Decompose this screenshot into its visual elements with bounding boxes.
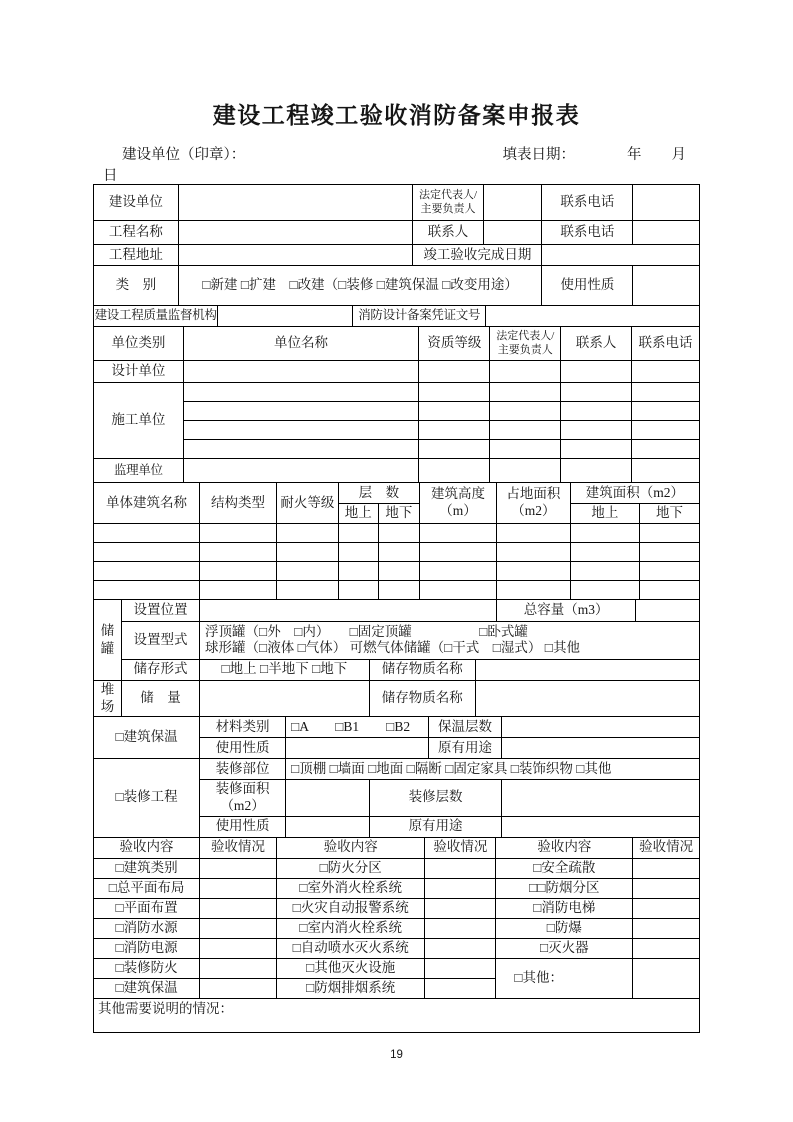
- building-name-header: 单体建筑名称: [94, 483, 200, 524]
- floor-area-header: 建筑面积（m2）: [570, 483, 699, 504]
- unit-table-cell[interactable]: [183, 402, 419, 421]
- tank-form-label: 设置型式: [121, 621, 199, 659]
- yard-substance-value[interactable]: [475, 680, 699, 716]
- building-table-cell[interactable]: [570, 580, 639, 599]
- acceptance-item-checkbox[interactable]: □消防电源: [94, 938, 200, 958]
- acceptance-item-checkbox[interactable]: □安全疏散: [496, 858, 633, 878]
- decoration-part-checkboxes[interactable]: □顶棚 □墙面 □地面 □隔断 □固定家具 □装饰织物 □其他: [286, 758, 700, 779]
- project-name-value[interactable]: [178, 221, 413, 245]
- unit-table-cell[interactable]: [419, 383, 490, 402]
- acceptance-item-checkbox[interactable]: □室内消火栓系统: [277, 918, 425, 938]
- usage-nature-value[interactable]: [633, 266, 700, 306]
- unit-type-header: 单位类别: [94, 327, 184, 361]
- project-name-label: 工程名称: [94, 221, 179, 245]
- acceptance-status-cell[interactable]: [425, 858, 496, 878]
- unit-table-cell[interactable]: [632, 421, 700, 440]
- acceptance-status-cell[interactable]: [633, 918, 700, 938]
- decoration-group-checkbox[interactable]: □装修工程: [94, 758, 200, 837]
- completion-date-value[interactable]: [542, 245, 700, 266]
- building-table-cell[interactable]: [378, 580, 419, 599]
- building-table-cell[interactable]: [419, 580, 496, 599]
- fill-date-group: [503, 143, 701, 164]
- area-below-header: 地下: [639, 504, 699, 524]
- design-unit-label: 设计单位: [94, 361, 184, 383]
- decoration-layers-value[interactable]: [502, 779, 700, 816]
- area-above-header: 地上: [570, 504, 639, 524]
- unit-table-cell[interactable]: [561, 440, 632, 459]
- acceptance-status-header: 验收情况: [200, 837, 277, 858]
- building-table-cell[interactable]: [277, 523, 339, 542]
- acceptance-status-cell[interactable]: [425, 898, 496, 918]
- acceptance-status-cell[interactable]: [633, 898, 700, 918]
- acceptance-status-cell[interactable]: [425, 878, 496, 898]
- fire-design-record-no-label: 消防设计备案凭证文号: [353, 306, 486, 327]
- yard-substance-label: 储存物质名称: [369, 680, 475, 716]
- acceptance-item-checkbox[interactable]: □防烟排烟系统: [277, 978, 425, 998]
- acceptance-status-cell[interactable]: [633, 858, 700, 878]
- unit-table-cell[interactable]: [183, 459, 419, 483]
- contact-phone2-label: 联系电话: [542, 221, 633, 245]
- legal-rep-line2: 主要负责人: [420, 202, 476, 215]
- unit-table-cell[interactable]: [632, 459, 700, 483]
- building-table-cell[interactable]: [200, 523, 277, 542]
- floors-above-header: 地上: [338, 504, 378, 524]
- decoration-area-value[interactable]: [286, 779, 370, 816]
- acceptance-item-checkbox[interactable]: □自动喷水灭火系统: [277, 938, 425, 958]
- decoration-original-use-value[interactable]: [502, 816, 700, 837]
- unit-table-cell[interactable]: [490, 361, 561, 383]
- month-label: 月: [671, 147, 686, 163]
- unit-table-cell[interactable]: [561, 402, 632, 421]
- construction-unit-value[interactable]: [178, 185, 413, 221]
- decoration-usage-value[interactable]: [286, 816, 370, 837]
- unit-table-cell[interactable]: [419, 459, 490, 483]
- legal-representative-label: [413, 185, 483, 221]
- acceptance-content-header: 验收内容: [277, 837, 425, 858]
- page-number: 19: [390, 1048, 403, 1061]
- unit-table-cell[interactable]: [632, 440, 700, 459]
- building-table-cell[interactable]: [94, 542, 200, 561]
- unit-table-cell[interactable]: [490, 459, 561, 483]
- unit-table-cell[interactable]: [419, 361, 490, 383]
- acceptance-item-checkbox[interactable]: □防火分区: [277, 858, 425, 878]
- acceptance-status-cell[interactable]: [200, 978, 277, 998]
- usage-nature-label: 使用性质: [542, 266, 633, 306]
- building-table-cell[interactable]: [277, 580, 339, 599]
- category-label: 类 别: [94, 266, 179, 306]
- day-label: 日: [103, 168, 118, 184]
- tank-storage-form-label: 储存形式: [121, 659, 199, 680]
- acceptance-item-checkbox[interactable]: □其他：: [496, 958, 633, 998]
- insulation-original-use-label: 原有用途: [428, 737, 502, 758]
- unit-name-header: 单位名称: [183, 327, 419, 361]
- tank-storage-form-checkboxes[interactable]: □地上 □半地下 □地下: [200, 659, 370, 680]
- units-table: [93, 326, 700, 483]
- contact-phone-label: 联系电话: [542, 185, 633, 221]
- decoration-layers-label: 装修层数: [369, 779, 502, 816]
- acceptance-status-cell[interactable]: [200, 878, 277, 898]
- unit-table-cell[interactable]: [183, 440, 419, 459]
- structure-type-header: 结构类型: [200, 483, 277, 524]
- insulation-decoration-table: [93, 716, 700, 838]
- fill-date-label: 填表日期：: [502, 147, 575, 163]
- acceptance-status-cell[interactable]: [200, 858, 277, 878]
- acceptance-status-cell[interactable]: [633, 958, 700, 998]
- building-table-cell[interactable]: [200, 580, 277, 599]
- project-address-label: 工程地址: [94, 245, 179, 266]
- building-table-cell[interactable]: [378, 523, 419, 542]
- contact-phone2-value[interactable]: [633, 221, 700, 245]
- unit-table-cell[interactable]: [561, 421, 632, 440]
- acceptance-item-checkbox[interactable]: □消防电梯: [496, 898, 633, 918]
- floors-header: 层 数: [338, 483, 419, 504]
- insulation-material-checkboxes[interactable]: □A □B1 □B2: [286, 716, 428, 737]
- contact-person-value[interactable]: [483, 221, 542, 245]
- tank-capacity-label: 总容量（m3）: [496, 599, 635, 621]
- unit-table-cell[interactable]: [561, 383, 632, 402]
- unit-table-cell[interactable]: [419, 421, 490, 440]
- acceptance-item-checkbox[interactable]: □建筑类别: [94, 858, 200, 878]
- acceptance-status-header: 验收情况: [633, 837, 700, 858]
- basic-info-table: [93, 184, 700, 306]
- building-table-cell[interactable]: [94, 580, 200, 599]
- acceptance-item-checkbox[interactable]: □其他灭火设施: [277, 958, 425, 978]
- insulation-layers-value[interactable]: [502, 716, 700, 737]
- unit-phone-header: 联系电话: [632, 327, 700, 361]
- quality-supervision-org-label: 建设工程质量监督机构: [94, 306, 218, 327]
- acceptance-item-checkbox[interactable]: □建筑保温: [94, 978, 200, 998]
- supervision-unit-label: 监理单位: [94, 459, 184, 483]
- building-table-cell[interactable]: [570, 542, 639, 561]
- unit-table-cell[interactable]: [183, 421, 419, 440]
- unit-legal-rep-line2: 主要负责人: [497, 343, 553, 356]
- insulation-material-label: 材料类别: [200, 716, 286, 737]
- building-table-cell[interactable]: [419, 523, 496, 542]
- floors-below-header: 地下: [378, 504, 419, 524]
- unit-table-cell[interactable]: [632, 361, 700, 383]
- seal-label: 建设单位（印章）：: [122, 147, 246, 163]
- unit-table-cell[interactable]: [490, 440, 561, 459]
- unit-table-cell[interactable]: [490, 402, 561, 421]
- legal-representative-value[interactable]: [483, 185, 542, 221]
- form-header: [93, 143, 700, 184]
- building-table-cell[interactable]: [378, 542, 419, 561]
- unit-table-cell[interactable]: [632, 383, 700, 402]
- tank-form-options-checkboxes[interactable]: [200, 621, 700, 659]
- acceptance-item-checkbox[interactable]: □室外消火栓系统: [277, 878, 425, 898]
- page-title: 建设工程竣工验收消防备案申报表: [212, 102, 581, 128]
- notes-table: [93, 998, 700, 1033]
- tank-form-line1: 浮顶罐（□外 □内） □固定顶罐 □卧式罐: [205, 623, 528, 639]
- building-table-cell[interactable]: [496, 561, 570, 580]
- acceptance-status-cell[interactable]: [425, 938, 496, 958]
- completion-date-label: 竣工验收完成日期: [413, 245, 542, 266]
- acceptance-status-cell[interactable]: [200, 958, 277, 978]
- building-table-cell[interactable]: [419, 542, 496, 561]
- year-label: 年: [627, 147, 642, 163]
- acceptance-item-checkbox[interactable]: □灭火器: [496, 938, 633, 958]
- building-table-cell[interactable]: [338, 542, 378, 561]
- acceptance-status-cell[interactable]: [200, 918, 277, 938]
- tank-yard-table: [93, 599, 700, 717]
- building-table-cell[interactable]: [94, 523, 200, 542]
- unit-contact-header: 联系人: [561, 327, 632, 361]
- decoration-part-label: 装修部位: [200, 758, 286, 779]
- unit-table-cell[interactable]: [490, 383, 561, 402]
- building-table-cell[interactable]: [639, 523, 699, 542]
- acceptance-item-checkbox[interactable]: □防爆: [496, 918, 633, 938]
- fire-resistance-header: 耐火等级: [277, 483, 339, 524]
- building-table-cell[interactable]: [94, 561, 200, 580]
- building-table-cell[interactable]: [639, 580, 699, 599]
- acceptance-item-checkbox[interactable]: □平面布置: [94, 898, 200, 918]
- tank-location-label: 设置位置: [121, 599, 199, 621]
- acceptance-item-checkbox[interactable]: □□防烟分区: [496, 878, 633, 898]
- tank-substance-value[interactable]: [475, 659, 699, 680]
- fire-design-record-no-value[interactable]: [486, 306, 700, 327]
- tank-group-label: 储罐: [94, 599, 122, 680]
- acceptance-status-header: 验收情况: [425, 837, 496, 858]
- decoration-usage-label: 使用性质: [200, 816, 286, 837]
- building-table-cell[interactable]: [378, 561, 419, 580]
- building-table-cell[interactable]: [338, 523, 378, 542]
- acceptance-status-cell[interactable]: [425, 918, 496, 938]
- building-table-cell[interactable]: [496, 542, 570, 561]
- tank-form-line2: 球形罐（□液体 □气体） 可燃气体储罐（□干式 □湿式） □其他: [205, 640, 580, 656]
- footprint-header: 占地面积（m2）: [496, 483, 570, 524]
- building-table-cell[interactable]: [570, 523, 639, 542]
- building-table-cell[interactable]: [639, 542, 699, 561]
- contact-phone-value[interactable]: [633, 185, 700, 221]
- unit-table-cell[interactable]: [183, 383, 419, 402]
- acceptance-status-cell[interactable]: [425, 958, 496, 978]
- project-address-value[interactable]: [178, 245, 413, 266]
- acceptance-status-cell[interactable]: [200, 938, 277, 958]
- unit-table-cell[interactable]: [561, 459, 632, 483]
- building-table-cell[interactable]: [570, 561, 639, 580]
- unit-table-cell[interactable]: [490, 421, 561, 440]
- other-notes-cell[interactable]: [94, 998, 700, 1032]
- building-height-header: 建筑高度（m）: [419, 483, 496, 524]
- building-table-cell[interactable]: [419, 561, 496, 580]
- supervision-org-table: [93, 305, 700, 327]
- category-options-checkboxes[interactable]: □新建 □扩建 □改建（□装修 □建筑保温 □改变用途）: [178, 266, 542, 306]
- insulation-group-checkbox[interactable]: □建筑保温: [94, 716, 200, 758]
- acceptance-item-checkbox[interactable]: □装修防火: [94, 958, 200, 978]
- acceptance-item-checkbox[interactable]: □消防水源: [94, 918, 200, 938]
- building-table-cell[interactable]: [338, 561, 378, 580]
- acceptance-content-header: 验收内容: [496, 837, 633, 858]
- tank-capacity-value[interactable]: [636, 599, 700, 621]
- unit-table-cell[interactable]: [183, 361, 419, 383]
- unit-table-cell[interactable]: [561, 361, 632, 383]
- unit-table-cell[interactable]: [419, 440, 490, 459]
- contact-person-label: 联系人: [413, 221, 483, 245]
- acceptance-status-cell[interactable]: [633, 878, 700, 898]
- buildings-table: [93, 482, 700, 600]
- insulation-usage-value[interactable]: [286, 737, 428, 758]
- legal-rep-line1: 法定代表人/: [418, 189, 478, 202]
- acceptance-content-header: 验收内容: [94, 837, 200, 858]
- acceptance-status-cell[interactable]: [633, 938, 700, 958]
- yard-group-label: 堆场: [94, 680, 122, 716]
- construction-contractor-label: 施工单位: [94, 383, 184, 459]
- unit-legal-rep-line1: 法定代表人/: [496, 330, 555, 343]
- acceptance-table: [93, 837, 700, 999]
- building-table-cell[interactable]: [338, 580, 378, 599]
- quality-supervision-org-value[interactable]: [218, 306, 353, 327]
- decoration-original-use-label: 原有用途: [369, 816, 502, 837]
- unit-qualification-header: 资质等级: [419, 327, 490, 361]
- acceptance-item-checkbox[interactable]: □火灾自动报警系统: [277, 898, 425, 918]
- insulation-usage-label: 使用性质: [200, 737, 286, 758]
- building-table-cell[interactable]: [639, 561, 699, 580]
- other-notes-label: 其他需要说明的情况：: [98, 1000, 233, 1016]
- building-table-cell[interactable]: [200, 561, 277, 580]
- decoration-area-label: 装修面积（m2）: [200, 779, 286, 816]
- building-table-cell[interactable]: [496, 523, 570, 542]
- construction-unit-label: 建设单位: [94, 185, 179, 221]
- building-table-cell[interactable]: [277, 542, 339, 561]
- building-table-cell[interactable]: [200, 542, 277, 561]
- unit-legal-rep-header: [490, 327, 561, 361]
- unit-table-cell[interactable]: [632, 402, 700, 421]
- acceptance-status-cell[interactable]: [425, 978, 496, 998]
- building-table-cell[interactable]: [277, 561, 339, 580]
- tank-location-value[interactable]: [200, 599, 497, 621]
- building-table-cell[interactable]: [496, 580, 570, 599]
- insulation-original-use-value[interactable]: [502, 737, 700, 758]
- unit-table-cell[interactable]: [419, 402, 490, 421]
- tank-substance-label: 储存物质名称: [369, 659, 475, 680]
- insulation-layers-label: 保温层数: [428, 716, 502, 737]
- yard-quantity-label: 储 量: [121, 680, 199, 716]
- acceptance-item-checkbox[interactable]: □总平面布局: [94, 878, 200, 898]
- acceptance-status-cell[interactable]: [200, 898, 277, 918]
- yard-quantity-value[interactable]: [200, 680, 370, 716]
